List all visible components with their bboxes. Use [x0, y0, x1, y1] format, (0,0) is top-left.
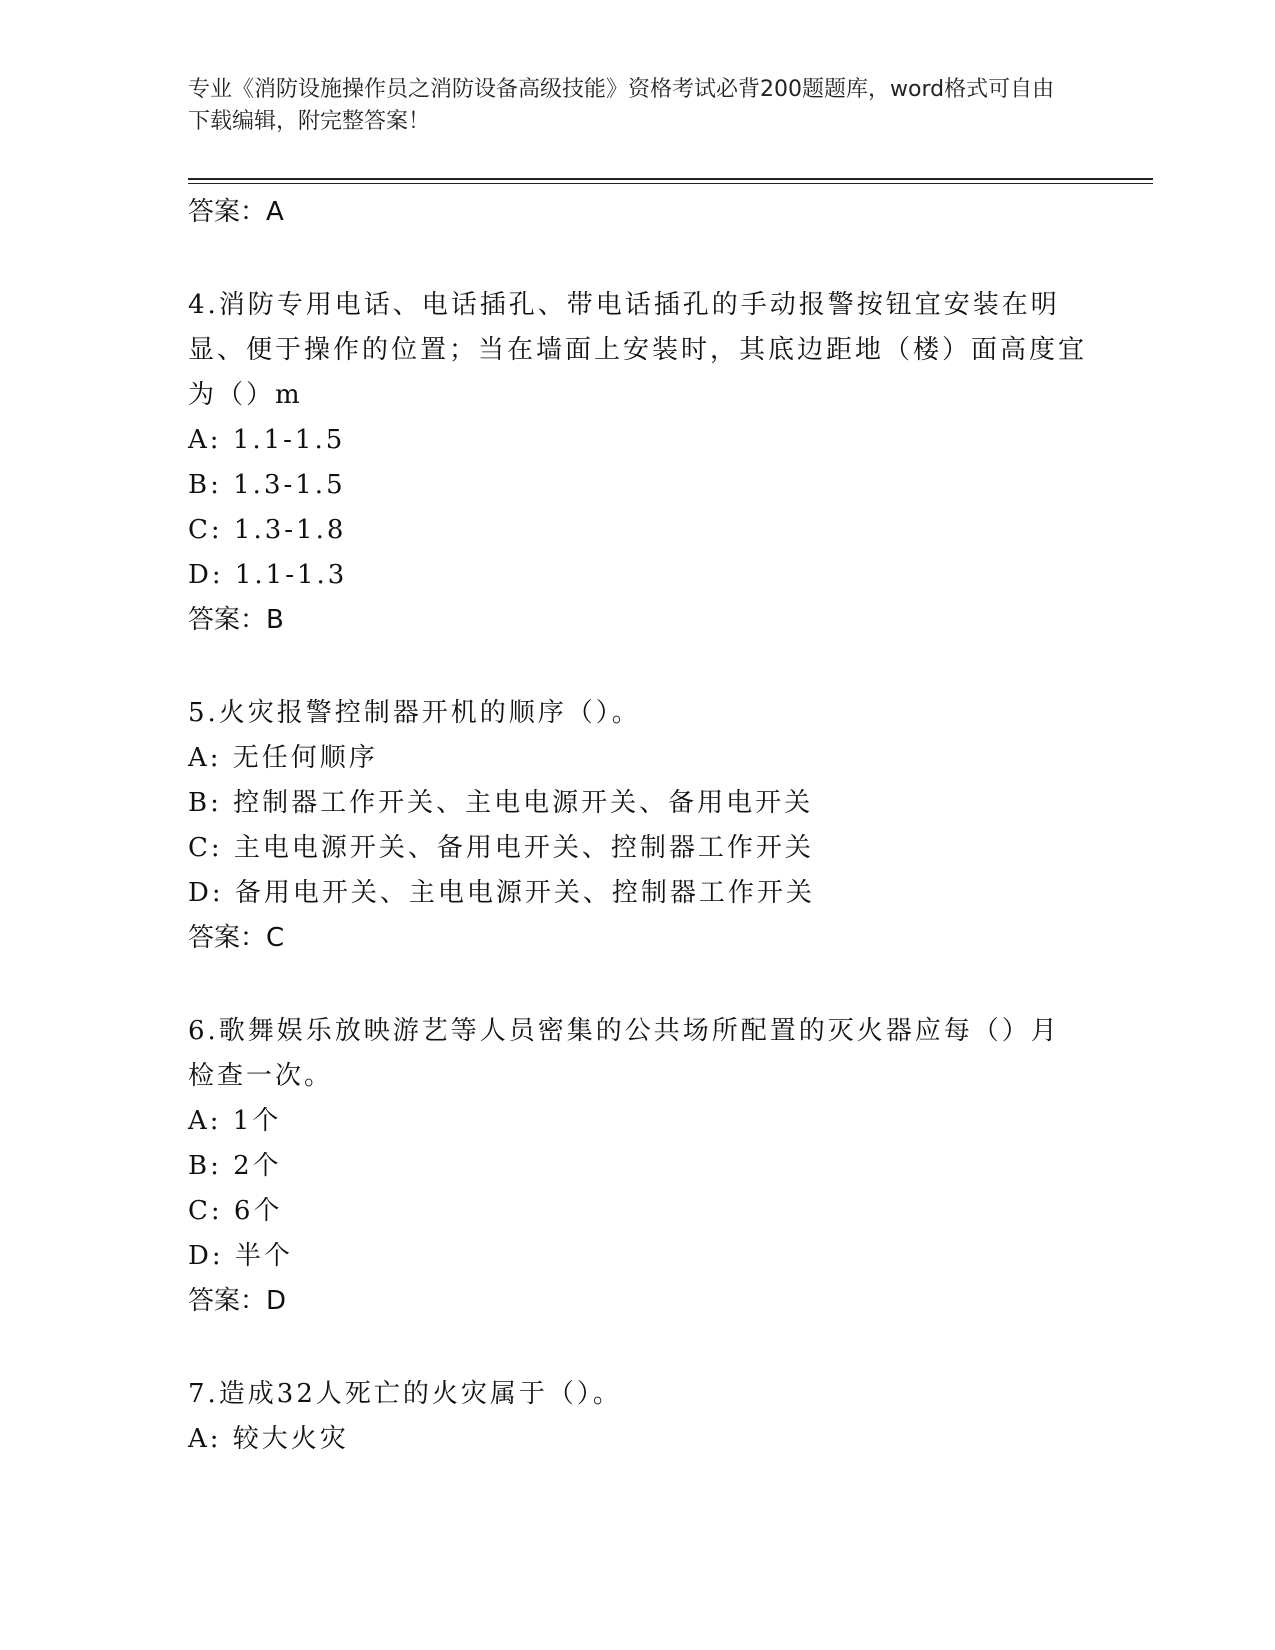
- question-stem: 4.消防专用电话、电话插孔、带电话插孔的手动报警按钮宜安装在明显、便于操作的位置；当在墙面上安装时，其底边距地（楼）面高度宜为（）m: [188, 290, 1088, 410]
- option-b: B: 控制器工作开关、主电电源开关、备用电开关: [188, 788, 814, 818]
- question-stem: 5.火灾报警控制器开机的顺序（）。: [188, 698, 641, 728]
- spacer: [188, 961, 1088, 1009]
- option-b: B: 2个: [188, 1151, 282, 1181]
- answer-line: 答案：A: [188, 197, 284, 227]
- question-block: [188, 691, 1088, 961]
- spacer: [188, 643, 1088, 691]
- header-rule: [188, 178, 1153, 180]
- question-stem: 7.造成32人死亡的火灾属于（）。: [188, 1379, 622, 1409]
- option-a: A: 1个: [188, 1106, 282, 1136]
- header-rule-thin: [188, 183, 1153, 184]
- answer-line: 答案：B: [188, 605, 284, 635]
- answer-line: 答案：C: [188, 923, 285, 953]
- option-a: A: 无任何顺序: [188, 743, 378, 773]
- answer-line: 答案：D: [188, 1286, 287, 1316]
- question-block: [188, 1009, 1088, 1324]
- option-a: A: 较大火灾: [188, 1424, 349, 1454]
- question-block: [188, 283, 1088, 643]
- option-c: C: 6个: [188, 1196, 283, 1226]
- question-block: [188, 1372, 1088, 1462]
- question-stem: 6.歌舞娱乐放映游艺等人员密集的公共场所配置的灭火器应每（）月检查一次。: [188, 1016, 1060, 1091]
- option-a: A: 1.1-1.5: [188, 425, 346, 455]
- option-b: B: 1.3-1.5: [188, 470, 346, 500]
- option-c: C: 主电电源开关、备用电开关、控制器工作开关: [188, 833, 814, 863]
- page-header: 专业《消防设施操作员之消防设备高级技能》资格考试必背200题题库，word格式可自由下载编辑，附完整答案！: [188, 77, 1055, 134]
- option-d: D: 半个: [188, 1241, 293, 1271]
- option-c: C: 1.3-1.8: [188, 515, 347, 545]
- option-d: D: 备用电开关、主电电源开关、控制器工作开关: [188, 878, 815, 908]
- spacer: [188, 1324, 1088, 1372]
- option-d: D: 1.1-1.3: [188, 560, 348, 590]
- question-list: [188, 190, 1088, 1462]
- spacer: [188, 235, 1088, 283]
